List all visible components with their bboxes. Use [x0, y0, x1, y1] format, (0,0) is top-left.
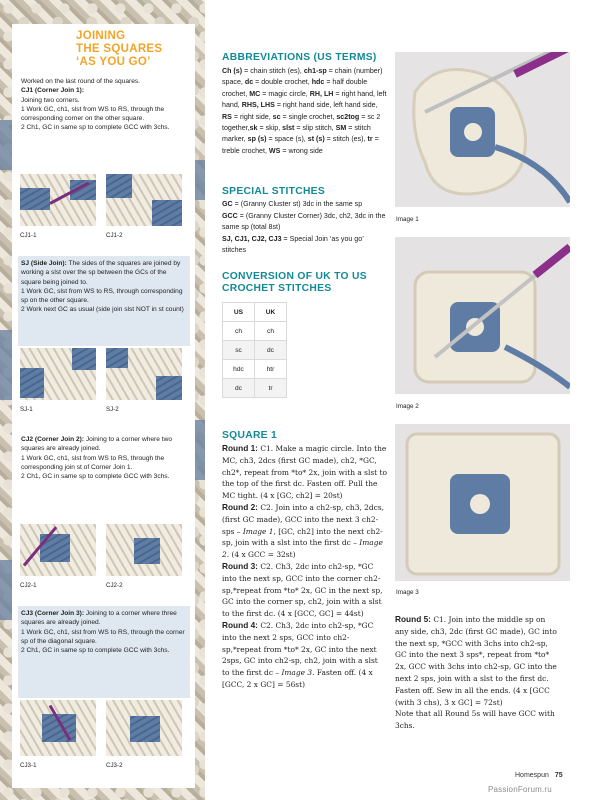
sidebar-title: JOINING THE SQUARES ‘AS YOU GO’	[76, 30, 163, 68]
special-stitches-list	[222, 199, 387, 257]
table-row: hdc htr	[223, 360, 287, 379]
cj3-2-caption: CJ3-2	[106, 762, 123, 769]
list-item: GC = (Granny Cluster st) 3dc in the same sp	[222, 200, 363, 208]
sj-1-photo	[20, 348, 96, 400]
cj1-1-caption: CJ1-1	[20, 232, 37, 239]
list-item: hdc = half double crochet,	[222, 78, 368, 98]
square1-instructions	[222, 443, 387, 691]
list-item: Ch (s) = chain stitch (es),	[222, 67, 304, 75]
sj-2-photo	[106, 348, 182, 400]
table-row: ch ch	[223, 322, 287, 341]
round-1: Round 1: C1. Make a magic circle. Into the MC, ch3, 2dcs (first GC made), ch2, *GC, ch2*, repeat from *to* 2x, join with a slst to the top of the first dc. Fasten off. Pull the MC tight. (4 x [GC, ch2] = 20st)	[222, 443, 388, 501]
round-2: Round 2: C2. Join into a ch2-sp, ch3, 2dcs, (first GC made), GCC into the next 3 ch2-sps – Image 1, [GC, ch2] into the next ch2-sp, join with a slst into the first dc – Image 2. (4 x GCC = 32st)	[222, 501, 385, 560]
sidebar-intro: Worked on the last round of the squares.	[21, 78, 141, 85]
conversion-heading: CONVERSION OF UK TO US CROCHET STITCHES	[222, 271, 367, 294]
cj3-section: CJ3 (Corner Join 3): Joining to a corner where three squares are already joined. 1 Work GC, ch1, slst from WS to RS, through the corner sp of the diagonal square. 2 Ch1, GC in same sp to complete GCC with 3chs.	[18, 606, 190, 698]
sj-1-caption: SJ-1	[20, 406, 33, 413]
joining-sidebar	[12, 24, 195, 788]
cj2-1-caption: CJ2-1	[20, 582, 37, 589]
round-5-note: Note that all Round 5s will have GCC with 3chs.	[395, 709, 555, 731]
cj3-1-caption: CJ3-1	[20, 762, 37, 769]
sj-heading: SJ (Side Join):	[21, 260, 67, 267]
cj1-heading: CJ1 (Corner Join 1):	[21, 87, 85, 95]
image-2-photo	[395, 237, 570, 394]
list-item: RS = right side,	[222, 112, 273, 121]
list-item: RHS, LHS = right hand side, left hand side,	[241, 101, 378, 110]
cj2-photos	[18, 524, 190, 604]
sj-photos	[18, 348, 190, 428]
cj1-2-photo	[106, 174, 182, 226]
list-item: sc = single crochet,	[272, 112, 337, 121]
table-row: sc dc	[223, 341, 287, 360]
cj3-2-photo	[106, 700, 182, 756]
round-4: Round 4: C2. Ch3, 2dc into ch2-sp, *GC into the next 2 sps, GCC into ch2-sp,*repeat from *to* 2x, GC into the next 2sps, GC into ch2-sp, ch2, join with a slst to the first dc – Image 3. Fasten off. (4 x [GCC, 2 x GC] = 56st)	[222, 619, 378, 689]
list-item: ch1-sp = chain (number) space,	[222, 67, 383, 87]
watermark: PassionForum.ru	[488, 785, 552, 794]
image-3-photo	[395, 424, 570, 581]
list-item: st (s) = stitch (es),	[307, 135, 368, 144]
image-3-caption: Image 3	[396, 589, 419, 596]
image-1-photo	[395, 52, 570, 207]
cj3-photos	[18, 700, 190, 786]
list-item: WS = wrong side	[268, 146, 323, 155]
special-stitches-heading: SPECIAL STITCHES	[222, 186, 326, 197]
image-1-caption: Image 1	[396, 216, 419, 223]
list-item: sc2tog = sc 2 together,	[222, 112, 381, 133]
page-footer	[515, 772, 563, 779]
conversion-table	[222, 302, 287, 398]
cj3-1-photo	[20, 700, 96, 756]
list-item: dc = double crochet,	[244, 78, 312, 87]
conversion-header-us: US	[223, 303, 255, 322]
image-2-caption: Image 2	[396, 403, 419, 410]
cj2-2-caption: CJ2-2	[106, 582, 123, 589]
list-item: MC = magic circle,	[249, 89, 310, 98]
list-item: SM = stitch marker,	[222, 124, 371, 144]
cj2-section: CJ2 (Corner Join 2): Joining to a corner where two squares are already joined. 1 Work GC, ch1, slst from WS to RS, through the corresponding join st of Corner Join 1. 2 Ch1, GC in same sp to complete GCC with 3chs.	[21, 436, 173, 481]
list-item: sk = skip,	[249, 124, 283, 133]
conversion-header-uk: UK	[255, 303, 287, 322]
table-row: dc tr	[223, 379, 287, 398]
cj2-1-photo	[20, 524, 96, 576]
magazine-name: Homespun	[515, 772, 549, 779]
sj-section: SJ (Side Join): The sides of the squares are joined by working a slst over the sp between the GCs of the square being joined to. 1 Work GC, slst from WS to RS, through corresponding sp on the other square. 2 Work next GC as usual (side join slst NOT in st count)	[18, 256, 190, 346]
square1-heading: SQUARE 1	[222, 430, 278, 441]
round-3: Round 3: C2. Ch3, 2dc into ch2-sp, *GC into the next sp, GCC into the corner ch2-sp,*repeat from *to* 2x, GC in the next sp, GC into the corner sp, ch2, join with a slst to the first dc. (4 x [GCC, GC] = 44st)	[222, 560, 383, 619]
list-item: sp (s) = space (s),	[247, 135, 308, 144]
list-item: GCC = (Granny Cluster Corner) 3dc, ch2, 3dc in the same sp (total 8st)	[222, 211, 386, 232]
round-5: Round 5: C1. Join into the middle sp on any side, ch3, 2dc (first GC made), GC into the next sp, *GCC with 3chs into ch2-sp, GC into the next 3 sps*, repeat from *to* 2x, GCC with 3chs into ch2-sp, GC into the next 2 sps, join with a slst to the first dc. Fasten off. Sew in all the ends. (4 x [GCC (with 3 chs), 3 x GC] = 72st) Note that all Round 5s will have GCC with 3chs.	[395, 614, 560, 732]
cj2-heading: CJ2 (Corner Join 2):	[21, 436, 85, 443]
sj-2-caption: SJ-2	[106, 406, 119, 413]
cj1-section: Worked on the last round of the squares. CJ1 (Corner Join 1): Joining two corners. 1 Work GC, ch1, slst from WS to RS, through the corresponding corner on the other square. 2 Ch1, GC in same sp to complete GCC with 3chs.	[18, 74, 190, 133]
cj1-2-caption: CJ1-2	[106, 232, 123, 239]
list-item: slst = slip stitch,	[282, 124, 336, 133]
cj1-1-photo	[20, 174, 96, 226]
list-item: RH, LH = right hand, left hand,	[222, 89, 387, 110]
cj3-heading: CJ3 (Corner Join 3):	[21, 610, 85, 617]
cj1-photos	[18, 174, 190, 254]
abbreviations-list	[222, 66, 387, 157]
page-number: 75	[554, 772, 563, 779]
list-item: tr = treble crochet,	[222, 135, 379, 155]
abbreviations-heading: ABBREVIATIONS (US TERMS)	[222, 52, 377, 63]
list-item: SJ, CJ1, CJ2, CJ3 = Special Join ‘as you go’ stitches	[222, 234, 364, 255]
cj2-2-photo	[106, 524, 182, 576]
